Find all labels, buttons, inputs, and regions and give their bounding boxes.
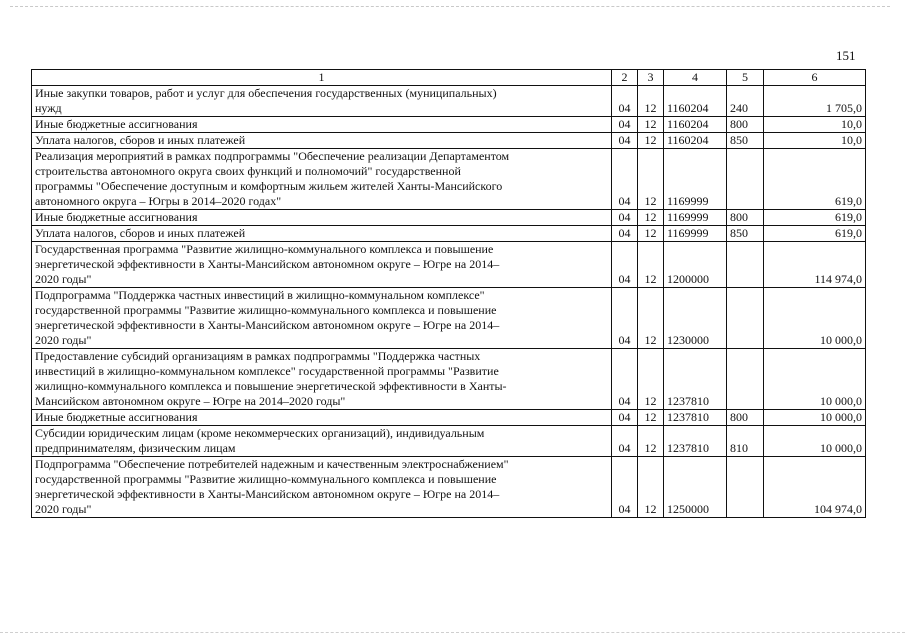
row-subsection: 12 — [638, 349, 664, 410]
row-subsection: 12 — [638, 149, 664, 210]
page-number: 151 — [836, 48, 856, 63]
row-expense-type: 800 — [727, 210, 764, 226]
table-row — [32, 117, 866, 133]
row-target-code: 1169999 — [664, 210, 727, 226]
row-section: 04 — [612, 288, 638, 349]
row-subsection: 12 — [638, 410, 664, 426]
row-target-code: 1160204 — [664, 117, 727, 133]
header-col-1: 1 — [32, 70, 612, 86]
row-amount: 1 705,0 — [764, 86, 866, 117]
table-row — [32, 457, 866, 518]
row-section: 04 — [612, 117, 638, 133]
row-expense-type — [727, 149, 764, 210]
budget-table — [31, 69, 866, 518]
row-name: Подпрограмма "Поддержка частных инвестиций в жилищно-коммунальном комплексе" государственной программы "Развитие жилищно-коммунального комплекса и повышение энергетической эффективности в Ханты-Мансийском автономном округе – Югре на 2014– 2020 годы" — [32, 288, 612, 349]
row-expense-type — [727, 242, 764, 288]
header-col-2: 2 — [612, 70, 638, 86]
table-row — [32, 242, 866, 288]
table-row — [32, 226, 866, 242]
row-section: 04 — [612, 410, 638, 426]
row-amount: 10 000,0 — [764, 349, 866, 410]
table-row — [32, 410, 866, 426]
row-expense-type — [727, 349, 764, 410]
row-amount: 619,0 — [764, 226, 866, 242]
row-target-code: 1169999 — [664, 149, 727, 210]
row-amount: 10 000,0 — [764, 288, 866, 349]
row-target-code: 1237810 — [664, 410, 727, 426]
row-section: 04 — [612, 457, 638, 518]
table-row — [32, 149, 866, 210]
row-name: Предоставление субсидий организациям в рамках подпрограммы "Поддержка частных инвестиций в жилищно-коммунальном комплексе" государственной программы "Развитие жилищно-коммунального комплекса и повышение энергетической эффективности в Ханты- Мансийском автономном округе – Югре на 2014–2020 годы" — [32, 349, 612, 410]
row-amount: 114 974,0 — [764, 242, 866, 288]
row-expense-type — [727, 457, 764, 518]
row-subsection: 12 — [638, 242, 664, 288]
row-name: Уплата налогов, сборов и иных платежей — [32, 133, 612, 149]
row-amount: 619,0 — [764, 149, 866, 210]
header-col-3: 3 — [638, 70, 664, 86]
row-expense-type: 800 — [727, 410, 764, 426]
row-target-code: 1160204 — [664, 86, 727, 117]
row-target-code: 1230000 — [664, 288, 727, 349]
row-target-code: 1250000 — [664, 457, 727, 518]
table-row — [32, 349, 866, 410]
table-header-row — [32, 70, 866, 86]
row-expense-type: 850 — [727, 226, 764, 242]
row-name: Государственная программа "Развитие жилищно-коммунального комплекса и повышение энергетической эффективности в Ханты-Мансийском автономном округе – Югре на 2014– 2020 годы" — [32, 242, 612, 288]
table-row — [32, 133, 866, 149]
row-section: 04 — [612, 86, 638, 117]
row-section: 04 — [612, 149, 638, 210]
row-name: Реализация мероприятий в рамках подпрограммы "Обеспечение реализации Департаментом строительства автономного округа своих функций и полномочий" государственной программы "Обеспечение доступным и комфортным жильем жителей Ханты-Мансийского автономного округа – Югры в 2014–2020 годах" — [32, 149, 612, 210]
row-section: 04 — [612, 242, 638, 288]
row-name: Уплата налогов, сборов и иных платежей — [32, 226, 612, 242]
row-name: Иные бюджетные ассигнования — [32, 410, 612, 426]
row-name: Подпрограмма "Обеспечение потребителей надежным и качественным электроснабжением" государственной программы "Развитие жилищно-коммунального комплекса и повышение энергетической эффективности в Ханты-Мансийском автономном округе – Югре на 2014– 2020 годы" — [32, 457, 612, 518]
row-subsection: 12 — [638, 86, 664, 117]
table-row — [32, 86, 866, 117]
row-section: 04 — [612, 226, 638, 242]
row-subsection: 12 — [638, 210, 664, 226]
row-amount: 10 000,0 — [764, 426, 866, 457]
row-expense-type — [727, 288, 764, 349]
row-section: 04 — [612, 133, 638, 149]
header-col-5: 5 — [727, 70, 764, 86]
row-subsection: 12 — [638, 457, 664, 518]
row-subsection: 12 — [638, 117, 664, 133]
row-section: 04 — [612, 210, 638, 226]
row-name: Иные закупки товаров, работ и услуг для обеспечения государственных (муниципальных) нужд — [32, 86, 612, 117]
scan-edge-top — [10, 6, 890, 7]
row-section: 04 — [612, 349, 638, 410]
row-subsection: 12 — [638, 226, 664, 242]
row-name: Иные бюджетные ассигнования — [32, 117, 612, 133]
row-expense-type: 810 — [727, 426, 764, 457]
row-name: Субсидии юридическим лицам (кроме некоммерческих организаций), индивидуальным предпринимателям, физическим лицам — [32, 426, 612, 457]
table-row — [32, 426, 866, 457]
row-expense-type: 800 — [727, 117, 764, 133]
row-target-code: 1169999 — [664, 226, 727, 242]
row-target-code: 1200000 — [664, 242, 727, 288]
row-subsection: 12 — [638, 133, 664, 149]
row-amount: 10 000,0 — [764, 410, 866, 426]
row-section: 04 — [612, 426, 638, 457]
row-expense-type: 240 — [727, 86, 764, 117]
header-col-6: 6 — [764, 70, 866, 86]
row-amount: 10,0 — [764, 117, 866, 133]
row-expense-type: 850 — [727, 133, 764, 149]
table-row — [32, 210, 866, 226]
row-amount: 104 974,0 — [764, 457, 866, 518]
row-target-code: 1237810 — [664, 426, 727, 457]
row-amount: 10,0 — [764, 133, 866, 149]
table-row — [32, 288, 866, 349]
header-col-4: 4 — [664, 70, 727, 86]
row-subsection: 12 — [638, 426, 664, 457]
row-subsection: 12 — [638, 288, 664, 349]
row-target-code: 1237810 — [664, 349, 727, 410]
row-name: Иные бюджетные ассигнования — [32, 210, 612, 226]
scan-edge-bottom — [0, 632, 905, 633]
row-target-code: 1160204 — [664, 133, 727, 149]
row-amount: 619,0 — [764, 210, 866, 226]
